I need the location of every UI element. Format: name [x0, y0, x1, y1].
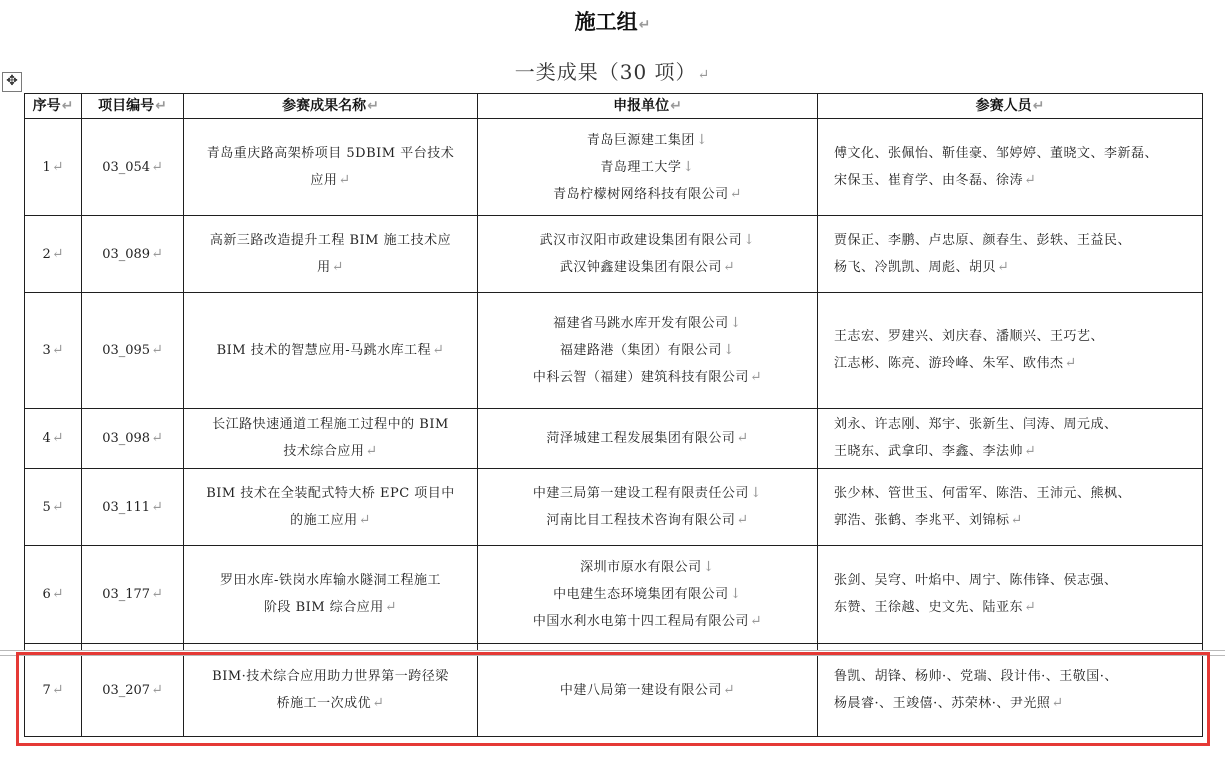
paragraph-mark: ↵ [372, 694, 385, 711]
name-line-text: 技术综合应用 [283, 444, 365, 459]
people-line [834, 141, 1198, 167]
name-line-text: BIM 技术的智慧应用-马跳水库工程 [216, 343, 432, 358]
paragraph-mark: ↓ [729, 315, 742, 331]
people-line-text: 贾保正、李鹏、卢忠原、颜春生、彭轶、王益民、 [834, 232, 1132, 248]
table-row [25, 119, 1203, 216]
row-number: 6 [42, 587, 51, 602]
unit-line-text: 福建省马跳水库开发有限公司 [553, 316, 729, 331]
unit-line [482, 507, 813, 534]
people-line-text: 宋保玉、崔育学、由冬磊、徐涛 [834, 172, 1024, 188]
people-line [834, 481, 1198, 507]
cell-unit [478, 216, 818, 293]
name-line [188, 438, 473, 465]
header-no: 序号↵ [25, 94, 82, 119]
paragraph-mark: ↵ [1024, 443, 1037, 459]
row-number: 3 [42, 343, 51, 358]
cell-unit [478, 293, 818, 409]
unit-line [482, 425, 813, 452]
name-line [188, 337, 473, 364]
paragraph-mark: ↓ [722, 342, 736, 358]
paragraph-mark: ↵ [338, 171, 351, 188]
unit-line [482, 227, 813, 254]
unit-line-text: 福建路港（集团）有限公司 [559, 343, 722, 358]
people-line [834, 228, 1198, 254]
people-line-text: 张剑、吴穹、叶焰中、周宁、陈伟锋、侯志强、 [834, 573, 1118, 588]
people-line [834, 594, 1198, 621]
cell-unit [478, 469, 818, 546]
cell-people [818, 216, 1203, 293]
cell-code [82, 216, 184, 293]
cell-name [184, 293, 478, 409]
paragraph-mark: ↵ [151, 498, 163, 515]
name-line [188, 507, 473, 534]
name-line [188, 568, 473, 594]
name-line-text: BIM·技术综合应用助力世界第一跨径梁 [212, 668, 449, 684]
name-line [188, 481, 473, 507]
name-line-text: BIM 技术在全装配式特大桥 EPC 项目中 [206, 485, 455, 501]
paragraph-mark: ↵ [722, 259, 736, 275]
paragraph-mark: ↵ [1024, 599, 1037, 615]
cell-no [25, 119, 82, 216]
paragraph-mark: ↓ [695, 131, 709, 148]
table-header-row [25, 94, 1203, 119]
paragraph-mark: ↵ [736, 430, 749, 446]
project-code: 03_054 [102, 159, 151, 175]
name-line-text: 罗田水库-铁岗水库输水隧洞工程施工 [220, 573, 441, 588]
name-line [188, 594, 473, 621]
paragraph-mark: ↵ [151, 342, 163, 358]
cell-no [25, 469, 82, 546]
unit-line [482, 608, 813, 635]
people-line-text: 王晓东、武拿印、李鑫、李法帅 [834, 444, 1024, 459]
cell-unit [478, 409, 818, 469]
paragraph-mark: ↵ [997, 258, 1010, 275]
unit-line-text: 武汉市汉阳市政建设集团有限公司 [539, 233, 743, 248]
project-code: 03_207 [102, 682, 151, 698]
cell-code [82, 119, 184, 216]
row-number: 2 [42, 246, 51, 262]
paragraph-mark: ↓ [729, 586, 742, 602]
cell-people [818, 469, 1203, 546]
paragraph-mark: ↵ [151, 430, 163, 446]
people-line [834, 438, 1198, 465]
doc-title: 施工组↵ [574, 10, 651, 34]
paragraph-mark: ↵ [384, 599, 397, 615]
unit-line [482, 254, 813, 281]
name-line-text: 的施工应用 [290, 512, 358, 528]
people-line [834, 324, 1198, 350]
name-line-text: 桥施工一次成优 [276, 695, 372, 711]
cell-code [82, 469, 184, 546]
paragraph-mark: ↵ [151, 245, 163, 262]
cell-people [818, 119, 1203, 216]
paragraph-mark: ↵ [736, 512, 749, 528]
cell-name [184, 469, 478, 546]
cell-unit [478, 546, 818, 644]
cell-people [818, 546, 1203, 644]
cell-no [25, 293, 82, 409]
header-people: 参赛人员↵ [818, 94, 1203, 119]
paragraph-mark: ↵ [358, 511, 371, 528]
unit-line-text: 青岛巨源建工集团 [586, 132, 695, 148]
unit-line-text: 青岛柠檬树网络科技有限公司 [553, 186, 729, 202]
project-code: 03_095 [102, 343, 151, 358]
paragraph-mark: ↵ [51, 586, 64, 602]
highlight-box [16, 652, 1210, 746]
unit-line [482, 310, 813, 337]
people-line-text: 东赞、王徐越、史文先、陆亚东 [834, 600, 1024, 615]
table-row [25, 469, 1203, 546]
people-line-text: 杨晨睿·、王竣僖·、苏荣林·、尹光照 [834, 695, 1051, 711]
cell-no [25, 409, 82, 469]
unit-line-text: 中建八局第一建设有限公司 [559, 682, 722, 698]
cell-unit [478, 119, 818, 216]
paragraph-mark: ↵ [1010, 511, 1023, 528]
name-line-text: 阶段 BIM 综合应用 [264, 600, 384, 615]
people-line [834, 167, 1198, 194]
row-number: 1 [42, 159, 51, 175]
paragraph-mark: ↵ [151, 681, 163, 698]
unit-line-text: 深圳市原水有限公司 [580, 560, 702, 575]
unit-line-text: 河南比目工程技术咨询有限公司 [546, 513, 736, 528]
paragraph-mark: ↓ [743, 232, 756, 248]
paragraph-mark: ↵ [722, 681, 736, 698]
row-number: 5 [42, 499, 51, 515]
cell-name [184, 216, 478, 293]
cell-code [82, 293, 184, 409]
unit-line [482, 581, 813, 608]
name-line-text: 应用 [310, 172, 338, 188]
unit-line-text: 菏泽城建工程发展集团有限公司 [546, 431, 736, 446]
unit-line-text: 中科云智（福建）建筑科技有限公司 [532, 370, 749, 385]
project-code: 03_177 [102, 587, 151, 602]
paragraph-mark: ↵ [749, 369, 763, 385]
unit-line [482, 554, 813, 581]
cell-code [82, 546, 184, 644]
people-line-text: 刘永、许志刚、郑宇、张新生、闫涛、周元成、 [834, 417, 1118, 432]
paragraph-mark: ↵ [51, 681, 64, 698]
people-line-text: 郭浩、张鹤、李兆平、刘锦标 [834, 512, 1010, 528]
project-code: 03_098 [102, 431, 151, 446]
people-line-text: 鲁凯、胡锋、杨帅·、党瑞、段计伟·、王敬国·、 [834, 668, 1118, 684]
name-line [188, 167, 473, 194]
unit-line-text: 中国水利水电第十四工程局有限公司 [532, 614, 749, 629]
name-line [188, 228, 473, 254]
cell-name [184, 409, 478, 469]
people-line-text: 傅文化、张佩怡、靳佳豪、邹婷婷、董晓文、李新磊、 [834, 145, 1159, 161]
paragraph-mark: ↵ [1024, 171, 1037, 188]
cell-name [184, 119, 478, 216]
cell-no [25, 216, 82, 293]
paragraph-mark: ↵ [51, 245, 64, 262]
name-line-text: 青岛重庆路高架桥项目 5DBIM 平台技术 [206, 145, 455, 161]
name-line [188, 141, 473, 167]
row-number: 7 [42, 682, 51, 698]
unit-line [482, 127, 813, 154]
table-row [25, 409, 1203, 469]
table-row [25, 546, 1203, 644]
paragraph-mark: ↓ [749, 485, 763, 501]
paragraph-mark: ↵ [51, 498, 64, 515]
paragraph-mark: ↓ [682, 158, 695, 175]
people-line [834, 507, 1198, 534]
row-number: 4 [42, 431, 51, 446]
people-line-text: 杨飞、冷凯凯、周彪、胡贝 [834, 259, 997, 275]
name-line-text: 长江路快速通道工程施工过程中的 BIM [212, 417, 449, 432]
unit-line [482, 364, 813, 391]
header-name: 参赛成果名称↵ [184, 94, 478, 119]
results-table [24, 93, 1203, 737]
paragraph-mark: ↵ [51, 158, 64, 175]
paragraph-mark: ↵ [51, 342, 64, 358]
people-line [834, 254, 1198, 281]
cell-code [82, 409, 184, 469]
doc-subtitle: 一类成果（30 项）↵ [514, 60, 711, 84]
unit-line [482, 154, 813, 181]
paragraph-mark: ↵ [749, 613, 763, 629]
people-line [834, 412, 1198, 438]
project-code: 03_111 [102, 499, 151, 515]
header-code: 项目编号↵ [82, 94, 184, 119]
paragraph-mark: ↵ [151, 586, 163, 602]
unit-line-text: 青岛理工大学 [600, 159, 682, 175]
people-line [834, 350, 1198, 377]
table-row [25, 293, 1203, 409]
unit-line-text: 中建三局第一建设工程有限责任公司 [532, 486, 749, 501]
cell-people [818, 409, 1203, 469]
cell-no [25, 546, 82, 644]
people-line-text: 江志彬、陈亮、游玲峰、朱军、欧伟杰 [834, 356, 1064, 371]
paragraph-mark: ↵ [151, 158, 163, 175]
cell-people [818, 293, 1203, 409]
unit-line [482, 337, 813, 364]
name-line-text: 高新三路改造提升工程 BIM 施工技术应 [209, 232, 452, 248]
unit-line-text: 武汉钟鑫建设集团有限公司 [559, 260, 722, 275]
name-line [188, 412, 473, 438]
move-icon[interactable]: ✥ [2, 72, 22, 92]
people-line [834, 568, 1198, 594]
paragraph-mark: ↵ [1064, 355, 1077, 371]
paragraph-mark: ↵ [365, 443, 378, 459]
name-line-text: 用 [317, 259, 331, 275]
unit-line [482, 181, 813, 208]
paragraph-mark: ↵ [729, 185, 742, 202]
people-line-text: 王志宏、罗建兴、刘庆春、潘顺兴、王巧艺、 [834, 329, 1105, 344]
table-row [25, 216, 1203, 293]
unit-line [482, 480, 813, 507]
unit-line-text: 中电建生态环境集团有限公司 [553, 587, 729, 602]
paragraph-mark: ↵ [51, 430, 64, 446]
people-line-text: 张少林、管世玉、何雷军、陈浩、王沛元、熊枫、 [834, 485, 1132, 501]
paragraph-mark: ↵ [331, 258, 344, 275]
header-unit: 申报单位↵ [478, 94, 818, 119]
paragraph-mark: ↵ [1051, 694, 1064, 711]
cell-name [184, 546, 478, 644]
paragraph-mark: ↓ [702, 559, 715, 575]
paragraph-mark: ↵ [432, 342, 445, 358]
name-line [188, 254, 473, 281]
project-code: 03_089 [102, 246, 151, 262]
